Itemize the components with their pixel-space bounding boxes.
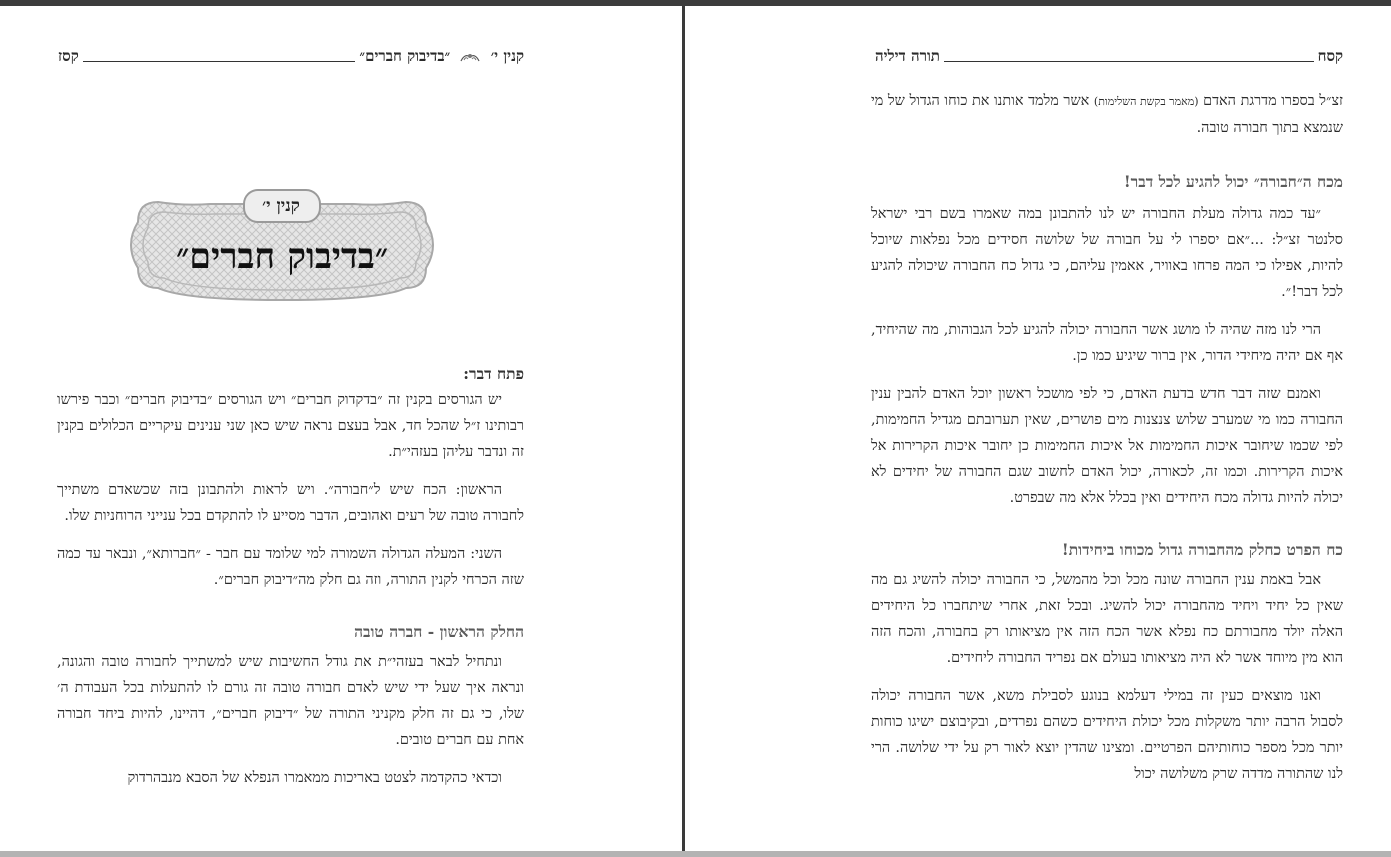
page-number: קסז — [58, 47, 79, 65]
paragraph: השני: המעלה הגדולה השמורה למי שלומד עם חבר - ״חברותא״, ונבאר עד כמה שזה הכרחי לקנין התורה, וזה גם חלק מה״דיבוק חברים״. — [57, 546, 524, 588]
paragraph: יש הגורסים בקנין זה ״בדקדוק חברים״ ויש הגורסים ״בדיבוק חברים״ וכבר פירשו רבותינו ז״ל שהכל חד, אבל בעצם נראה שיש כאן שני ענינים עיקריים הכלולים בקנין זה ונדבר עליהן בעזהי״ת. — [57, 392, 524, 460]
chapter-title: ״בדיבוק חברים״ — [176, 236, 388, 277]
left-page-body — [57, 361, 524, 791]
paragraph: ונתחיל לבאר בעזהי״ת את גודל החשיבות שיש למשתייך לחבורה טובה והגונה, ונראה איך שעל ידי שיש לאדם חבורה טובה זה גורם לו להתעלות בכל העבודת ה׳ שלו, כי גם זה חלק מקניני התורה של ״דיבוק חברים״, דהיינו, להיות ביחד חבורה אחת עם חברים טובים. — [57, 654, 524, 748]
paragraph: וכדאי כהקדמה לצטט באריכות ממאמרו הנפלא של הסבא מנבהרדוק — [127, 770, 502, 786]
bottom-border — [0, 851, 1391, 857]
left-page — [0, 6, 682, 851]
running-title-text: קנין י׳ — [490, 47, 524, 65]
right-page — [685, 6, 1391, 851]
paragraph: ואמנם שזה דבר חדש בדעת האדם, כי לפי מושכל ראשון יוכל האדם להבין ענין החבורה כמו מי שמערב שלוש צנצנות מים פושרים, שאין תערובתם מגדיל החמימות, לפי שכמו שיחובר איכות החמימות אל איכות החמימות כן יחובר איכות הקרירות אל איכות הקרירות. וכמו זה, לכאורה, יכול האדם לחשוב שגם החבורה של יחידים לא יכולה להיות גדולה מכח היחידים ואין בכלל אלא מה שבפרט. — [871, 386, 1343, 506]
paragraph: ״עד כמה גדולה מעלת החבורה יש לנו להתבונן במה שאמרו בשם רבי ישראל סלנטר זצ״ל: ...״אם יספרו לי על חבורה של שלושה חסידים מכל נפלאות שיוכל להיות, אפילו כי המה פרחו באוויר, אאמין עליהם, כי גדול כח החבורה שיכולה להגיע לכל דבר!״. — [871, 206, 1343, 300]
header-rule — [83, 61, 356, 62]
running-subtitle-text: ״בדיבוק חברים״ — [359, 47, 451, 65]
right-page-header — [875, 42, 1343, 66]
page-number: קסח — [1317, 47, 1343, 65]
right-page-body — [871, 88, 1343, 787]
section-heading: פתח דבר: — [463, 364, 524, 383]
paragraph: ואנו מוצאים כעין זה במילי דעלמא בנוגע לסבילת משא, אשר החבורה יכולה לסבול הרבה יותר משקלות מכל יכולת היחידים כשהם נפרדים, ובקיבוצם ישיגו כוחות יותר מכל מספר כוחותיהם הפרטיים. ומצינו שהדין יוצא לאור רק על ידי שלושה. הרי לנו שהתורה מדדה שרק משלושה יכול — [871, 688, 1343, 782]
paragraph — [871, 88, 1343, 141]
paragraph-text: אשר מלמד אותנו את כוחו הגדול של מי שנמצא בתוך חבורה טובה. — [871, 93, 1343, 136]
paragraph: הרי לנו מזה שהיה לו מושג אשר החבורה יכולה להגיע לכל הגבוהות, מה שהיחיד, אף אם יהיה מיחידי הדור, אין ברור שיגיע כמו כן. — [871, 322, 1343, 364]
running-title: תורה דיליה — [875, 47, 940, 65]
running-title — [359, 46, 524, 66]
paragraph-text: זצ״ל בספרו מדרגת האדם — [1198, 93, 1344, 109]
left-page-header — [58, 42, 524, 66]
paragraph: הראשון: הכח שיש ל״חבורה״. ויש לראות ולהתבונן בזה שכשאדם משתייך לחבורה טובה של רעים ואהובים, הדבר מסייע לו להתקדם בכל ענייני הרוחניות שלו. — [57, 482, 524, 524]
paragraph: אבל באמת ענין החבורה שונה מכל וכל מהמשל, כי החבורה יכולה להשיג גם מה שאין כל יחיד ויחיד מהחבורה יכול להשיג. ובכל זאת, אחרי שיתחברו כל היחידים האלה יולד מחבורתם כח נפלא אשר הכח הזה אין מציאותו רק בחבורה, והכח הזה הוא מין מיוחד אשר לא היה מציאותו בעולם אם נפריד החבורה ליחידים. — [871, 572, 1343, 666]
source-note: (מאמר בקשת השלימות) — [1093, 95, 1199, 108]
header-rule — [944, 61, 1314, 62]
section-heading: החלק הראשון - חברה טובה — [354, 622, 524, 641]
section-heading: מכח ה״חבורה״ יכול להגיע לכל דבר! — [1123, 172, 1343, 191]
section-heading: כח הפרט כחלק מהחבורה גדול מכוחו ביחידות! — [1061, 540, 1343, 559]
chapter-tag: קנין י׳ — [262, 196, 300, 216]
chapter-title-ornament — [124, 182, 440, 308]
leaf-ornament-icon — [459, 51, 481, 63]
